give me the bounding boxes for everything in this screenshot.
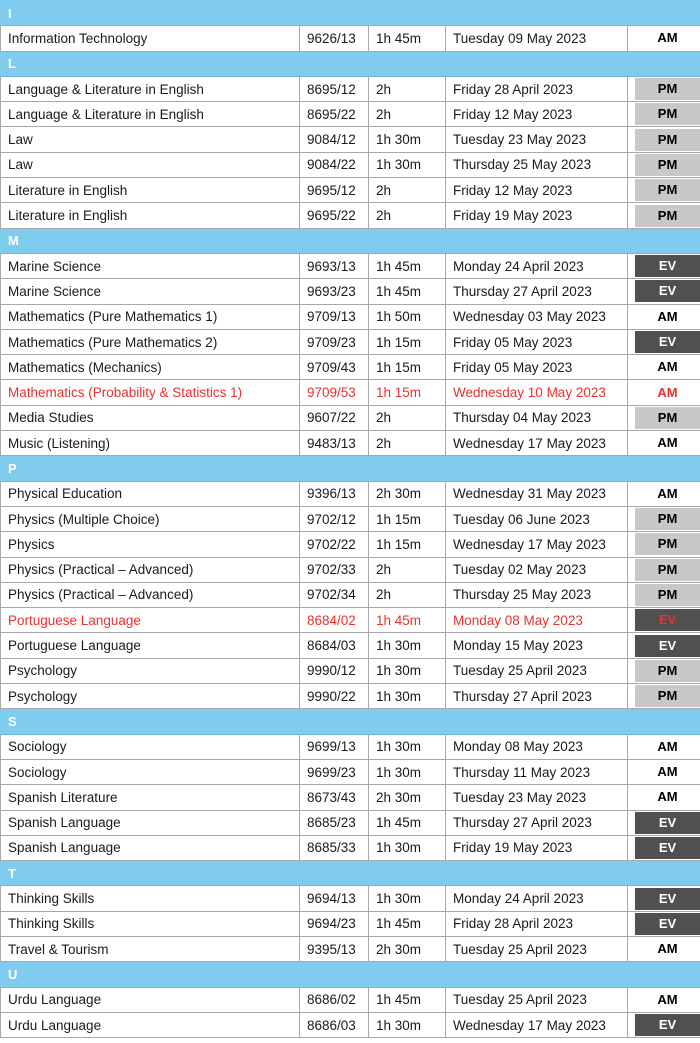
- date-cell: Monday 08 May 2023: [446, 608, 628, 633]
- session-cell: [628, 608, 700, 633]
- date-cell: Friday 19 May 2023: [446, 203, 628, 228]
- table-row: [1, 658, 700, 683]
- code-cell: 9699/13: [300, 734, 369, 759]
- date-cell: Tuesday 23 May 2023: [446, 785, 628, 810]
- duration-cell: 1h 45m: [369, 608, 446, 633]
- group-letter: S: [1, 709, 700, 734]
- date-cell: Thursday 27 April 2023: [446, 279, 628, 304]
- session-badge: PM: [635, 584, 700, 606]
- date-cell: Thursday 11 May 2023: [446, 759, 628, 784]
- duration-cell: 1h 15m: [369, 380, 446, 405]
- session-badge: EV: [635, 812, 700, 834]
- subject-cell: Psychology: [1, 658, 300, 683]
- code-cell: 9709/43: [300, 355, 369, 380]
- subject-cell: Physics (Multiple Choice): [1, 506, 300, 531]
- session-cell: [628, 633, 700, 658]
- table-row: [1, 557, 700, 582]
- session-badge: AM: [635, 989, 700, 1011]
- date-cell: Thursday 04 May 2023: [446, 405, 628, 430]
- table-row: [1, 532, 700, 557]
- duration-cell: 1h 45m: [369, 810, 446, 835]
- session-cell: [628, 759, 700, 784]
- group-header-row: [1, 962, 700, 987]
- subject-cell: Urdu Language: [1, 987, 300, 1012]
- code-cell: 9626/13: [300, 26, 369, 51]
- subject-cell: Literature in English: [1, 178, 300, 203]
- session-badge: AM: [635, 306, 700, 328]
- table-row: [1, 987, 700, 1012]
- session-cell: [628, 329, 700, 354]
- duration-cell: 1h 15m: [369, 355, 446, 380]
- session-cell: [628, 886, 700, 911]
- code-cell: 8684/03: [300, 633, 369, 658]
- table-row: [1, 26, 700, 51]
- subject-cell: Spanish Language: [1, 810, 300, 835]
- date-cell: Friday 05 May 2023: [446, 355, 628, 380]
- code-cell: 9695/12: [300, 178, 369, 203]
- subject-cell: Marine Science: [1, 279, 300, 304]
- subject-cell: Physics (Practical – Advanced): [1, 557, 300, 582]
- duration-cell: 1h 30m: [369, 633, 446, 658]
- table-row: [1, 355, 700, 380]
- table-row: [1, 102, 700, 127]
- group-letter: M: [1, 228, 700, 253]
- group-letter: I: [1, 1, 700, 26]
- date-cell: Wednesday 03 May 2023: [446, 304, 628, 329]
- session-badge: AM: [635, 786, 700, 808]
- session-cell: [628, 76, 700, 101]
- duration-cell: 2h: [369, 582, 446, 607]
- group-header-row: [1, 51, 700, 76]
- subject-cell: Thinking Skills: [1, 886, 300, 911]
- session-badge: EV: [635, 331, 700, 353]
- date-cell: Monday 15 May 2023: [446, 633, 628, 658]
- date-cell: Wednesday 17 May 2023: [446, 1012, 628, 1037]
- code-cell: 9702/33: [300, 557, 369, 582]
- session-cell: [628, 355, 700, 380]
- session-badge: EV: [635, 837, 700, 859]
- session-badge: EV: [635, 609, 700, 631]
- duration-cell: 1h 30m: [369, 759, 446, 784]
- table-row: [1, 1012, 700, 1037]
- duration-cell: 1h 45m: [369, 911, 446, 936]
- timetable-body: [1, 1, 700, 1038]
- code-cell: 8673/43: [300, 785, 369, 810]
- subject-cell: Spanish Language: [1, 835, 300, 860]
- table-row: [1, 936, 700, 961]
- session-cell: [628, 431, 700, 456]
- session-badge: PM: [635, 559, 700, 581]
- table-row: [1, 304, 700, 329]
- table-row: [1, 203, 700, 228]
- date-cell: Thursday 25 May 2023: [446, 152, 628, 177]
- session-badge: AM: [635, 938, 700, 960]
- duration-cell: 1h 15m: [369, 506, 446, 531]
- session-badge: EV: [635, 1014, 700, 1036]
- session-badge: AM: [635, 736, 700, 758]
- code-cell: 9483/13: [300, 431, 369, 456]
- code-cell: 9084/22: [300, 152, 369, 177]
- date-cell: Tuesday 09 May 2023: [446, 26, 628, 51]
- session-cell: [628, 405, 700, 430]
- session-cell: [628, 734, 700, 759]
- table-row: [1, 810, 700, 835]
- date-cell: Tuesday 02 May 2023: [446, 557, 628, 582]
- table-row: [1, 785, 700, 810]
- duration-cell: 1h 45m: [369, 26, 446, 51]
- code-cell: 8685/23: [300, 810, 369, 835]
- code-cell: 9694/23: [300, 911, 369, 936]
- date-cell: Wednesday 10 May 2023: [446, 380, 628, 405]
- date-cell: Friday 28 April 2023: [446, 911, 628, 936]
- code-cell: 9709/53: [300, 380, 369, 405]
- session-badge: PM: [635, 407, 700, 429]
- duration-cell: 1h 45m: [369, 987, 446, 1012]
- subject-cell: Sociology: [1, 759, 300, 784]
- session-cell: [628, 152, 700, 177]
- subject-cell: Literature in English: [1, 203, 300, 228]
- subject-cell: Physics (Practical – Advanced): [1, 582, 300, 607]
- subject-cell: Language & Literature in English: [1, 76, 300, 101]
- duration-cell: 2h: [369, 76, 446, 101]
- code-cell: 8685/33: [300, 835, 369, 860]
- table-row: [1, 405, 700, 430]
- table-row: [1, 178, 700, 203]
- duration-cell: 1h 30m: [369, 886, 446, 911]
- table-row: [1, 886, 700, 911]
- subject-cell: Physics: [1, 532, 300, 557]
- session-badge: PM: [635, 685, 700, 707]
- code-cell: 9990/22: [300, 684, 369, 709]
- session-badge: PM: [635, 508, 700, 530]
- date-cell: Wednesday 31 May 2023: [446, 481, 628, 506]
- session-badge: AM: [635, 27, 700, 49]
- group-letter: T: [1, 861, 700, 886]
- date-cell: Friday 05 May 2023: [446, 329, 628, 354]
- table-row: [1, 608, 700, 633]
- table-row: [1, 759, 700, 784]
- subject-cell: Mathematics (Mechanics): [1, 355, 300, 380]
- table-row: [1, 835, 700, 860]
- group-header-row: [1, 709, 700, 734]
- date-cell: Tuesday 25 April 2023: [446, 658, 628, 683]
- code-cell: 9693/13: [300, 253, 369, 278]
- code-cell: 8695/12: [300, 76, 369, 101]
- group-letter: P: [1, 456, 700, 481]
- code-cell: 9699/23: [300, 759, 369, 784]
- table-row: [1, 329, 700, 354]
- subject-cell: Law: [1, 152, 300, 177]
- table-row: [1, 911, 700, 936]
- date-cell: Friday 12 May 2023: [446, 102, 628, 127]
- date-cell: Tuesday 25 April 2023: [446, 936, 628, 961]
- session-badge: PM: [635, 660, 700, 682]
- code-cell: 9693/23: [300, 279, 369, 304]
- session-cell: [628, 582, 700, 607]
- duration-cell: 1h 45m: [369, 253, 446, 278]
- code-cell: 9395/13: [300, 936, 369, 961]
- code-cell: 9694/13: [300, 886, 369, 911]
- date-cell: Monday 08 May 2023: [446, 734, 628, 759]
- duration-cell: 1h 30m: [369, 152, 446, 177]
- code-cell: 8695/22: [300, 102, 369, 127]
- subject-cell: Mathematics (Probability & Statistics 1): [1, 380, 300, 405]
- session-cell: [628, 279, 700, 304]
- table-row: [1, 152, 700, 177]
- date-cell: Thursday 27 April 2023: [446, 810, 628, 835]
- group-header-row: [1, 456, 700, 481]
- duration-cell: 1h 45m: [369, 279, 446, 304]
- session-badge: AM: [635, 432, 700, 454]
- session-cell: [628, 684, 700, 709]
- session-cell: [628, 810, 700, 835]
- code-cell: 9709/23: [300, 329, 369, 354]
- subject-cell: Physical Education: [1, 481, 300, 506]
- duration-cell: 2h: [369, 178, 446, 203]
- subject-cell: Spanish Literature: [1, 785, 300, 810]
- code-cell: 9396/13: [300, 481, 369, 506]
- subject-cell: Language & Literature in English: [1, 102, 300, 127]
- code-cell: 8684/02: [300, 608, 369, 633]
- session-badge: AM: [635, 761, 700, 783]
- table-row: [1, 76, 700, 101]
- subject-cell: Mathematics (Pure Mathematics 2): [1, 329, 300, 354]
- duration-cell: 2h: [369, 405, 446, 430]
- code-cell: 9709/13: [300, 304, 369, 329]
- session-badge: PM: [635, 533, 700, 555]
- session-badge: EV: [635, 280, 700, 302]
- duration-cell: 1h 30m: [369, 658, 446, 683]
- date-cell: Thursday 25 May 2023: [446, 582, 628, 607]
- session-cell: [628, 506, 700, 531]
- session-cell: [628, 1012, 700, 1037]
- session-badge: EV: [635, 913, 700, 935]
- session-badge: PM: [635, 205, 700, 227]
- duration-cell: 1h 15m: [369, 329, 446, 354]
- duration-cell: 2h: [369, 431, 446, 456]
- duration-cell: 2h 30m: [369, 785, 446, 810]
- session-cell: [628, 557, 700, 582]
- subject-cell: Travel & Tourism: [1, 936, 300, 961]
- table-row: [1, 279, 700, 304]
- table-row: [1, 734, 700, 759]
- session-badge: EV: [635, 888, 700, 910]
- table-row: [1, 127, 700, 152]
- duration-cell: 1h 30m: [369, 734, 446, 759]
- subject-cell: Music (Listening): [1, 431, 300, 456]
- date-cell: Wednesday 17 May 2023: [446, 532, 628, 557]
- session-cell: [628, 936, 700, 961]
- date-cell: Wednesday 17 May 2023: [446, 431, 628, 456]
- subject-cell: Thinking Skills: [1, 911, 300, 936]
- table-row: [1, 633, 700, 658]
- table-row: [1, 506, 700, 531]
- duration-cell: 2h: [369, 102, 446, 127]
- session-cell: [628, 203, 700, 228]
- subject-cell: Sociology: [1, 734, 300, 759]
- date-cell: Tuesday 23 May 2023: [446, 127, 628, 152]
- session-cell: [628, 987, 700, 1012]
- code-cell: 9990/12: [300, 658, 369, 683]
- code-cell: 9702/34: [300, 582, 369, 607]
- session-cell: [628, 253, 700, 278]
- subject-cell: Portuguese Language: [1, 608, 300, 633]
- duration-cell: 2h: [369, 203, 446, 228]
- group-header-row: [1, 861, 700, 886]
- date-cell: Friday 28 April 2023: [446, 76, 628, 101]
- subject-cell: Psychology: [1, 684, 300, 709]
- subject-cell: Urdu Language: [1, 1012, 300, 1037]
- session-cell: [628, 785, 700, 810]
- date-cell: Monday 24 April 2023: [446, 253, 628, 278]
- table-row: [1, 481, 700, 506]
- session-badge: PM: [635, 179, 700, 201]
- subject-cell: Media Studies: [1, 405, 300, 430]
- session-badge: AM: [635, 356, 700, 378]
- session-badge: AM: [635, 382, 700, 404]
- session-cell: [628, 102, 700, 127]
- code-cell: 9702/12: [300, 506, 369, 531]
- session-badge: EV: [635, 255, 700, 277]
- code-cell: 9607/22: [300, 405, 369, 430]
- session-cell: [628, 835, 700, 860]
- duration-cell: 1h 30m: [369, 684, 446, 709]
- session-cell: [628, 127, 700, 152]
- code-cell: 9084/12: [300, 127, 369, 152]
- date-cell: Monday 24 April 2023: [446, 886, 628, 911]
- date-cell: Friday 12 May 2023: [446, 178, 628, 203]
- subject-cell: Portuguese Language: [1, 633, 300, 658]
- table-row: [1, 684, 700, 709]
- duration-cell: 1h 15m: [369, 532, 446, 557]
- table-row: [1, 582, 700, 607]
- subject-cell: Law: [1, 127, 300, 152]
- group-letter: U: [1, 962, 700, 987]
- table-row: [1, 380, 700, 405]
- subject-cell: Information Technology: [1, 26, 300, 51]
- group-header-row: [1, 228, 700, 253]
- date-cell: Thursday 27 April 2023: [446, 684, 628, 709]
- duration-cell: 2h: [369, 557, 446, 582]
- session-cell: [628, 532, 700, 557]
- code-cell: 9695/22: [300, 203, 369, 228]
- session-cell: [628, 178, 700, 203]
- session-cell: [628, 481, 700, 506]
- code-cell: 9702/22: [300, 532, 369, 557]
- code-cell: 8686/02: [300, 987, 369, 1012]
- table-row: [1, 431, 700, 456]
- table-row: [1, 253, 700, 278]
- session-badge: PM: [635, 103, 700, 125]
- session-cell: [628, 304, 700, 329]
- session-badge: EV: [635, 635, 700, 657]
- session-cell: [628, 911, 700, 936]
- session-cell: [628, 26, 700, 51]
- date-cell: Tuesday 06 June 2023: [446, 506, 628, 531]
- subject-cell: Marine Science: [1, 253, 300, 278]
- session-badge: PM: [635, 129, 700, 151]
- duration-cell: 1h 30m: [369, 835, 446, 860]
- duration-cell: 1h 30m: [369, 1012, 446, 1037]
- code-cell: 8686/03: [300, 1012, 369, 1037]
- session-cell: [628, 658, 700, 683]
- date-cell: Tuesday 25 April 2023: [446, 987, 628, 1012]
- duration-cell: 1h 50m: [369, 304, 446, 329]
- session-badge: AM: [635, 483, 700, 505]
- date-cell: Friday 19 May 2023: [446, 835, 628, 860]
- subject-cell: Mathematics (Pure Mathematics 1): [1, 304, 300, 329]
- group-letter: L: [1, 51, 700, 76]
- duration-cell: 1h 30m: [369, 127, 446, 152]
- duration-cell: 2h 30m: [369, 936, 446, 961]
- session-badge: PM: [635, 154, 700, 176]
- session-cell: [628, 380, 700, 405]
- group-header-row: [1, 1, 700, 26]
- session-badge: PM: [635, 78, 700, 100]
- duration-cell: 2h 30m: [369, 481, 446, 506]
